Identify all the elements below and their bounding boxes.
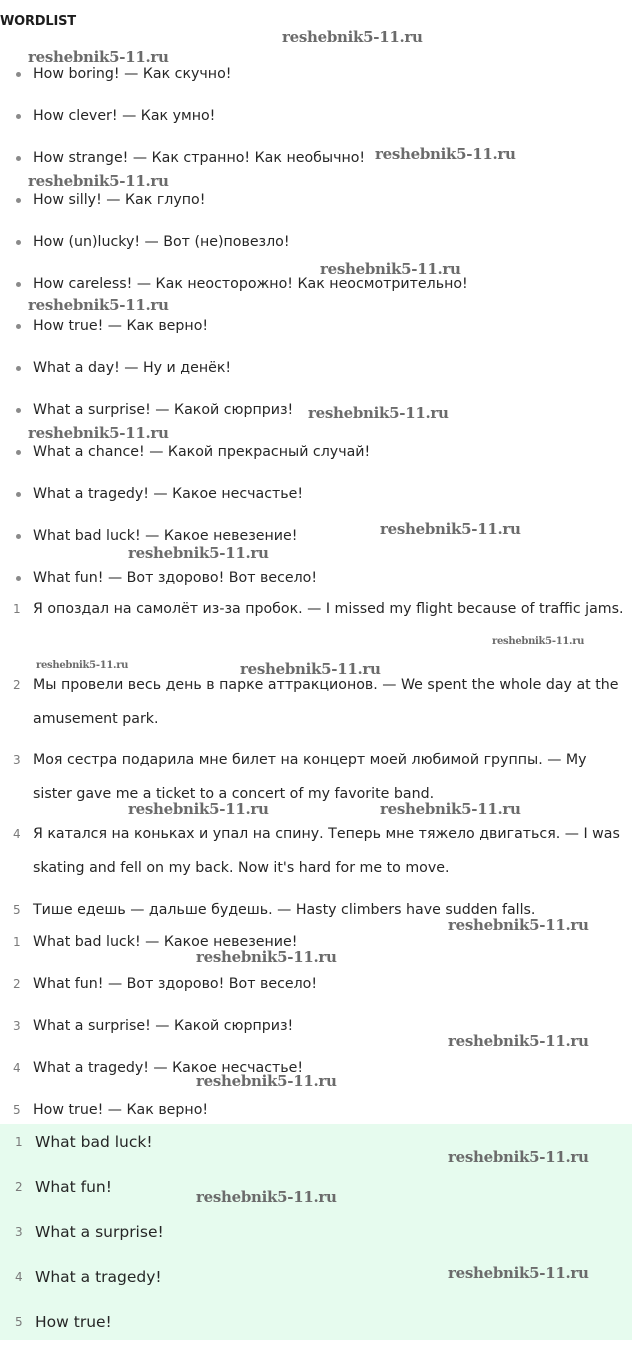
match-text: What fun! — Вот здорово! Вот весело! bbox=[33, 976, 318, 992]
wordlist-item: What a day! — Ну и денёк! bbox=[33, 360, 232, 376]
watermark: reshebnik5-11.ru bbox=[28, 296, 169, 314]
wordlist-item: How clever! — Как умно! bbox=[33, 108, 216, 124]
watermark: reshebnik5-11.ru bbox=[448, 1032, 589, 1050]
match-text: What a tragedy! — Какое несчастье! bbox=[33, 1060, 304, 1076]
answer-text: What a surprise! bbox=[35, 1223, 164, 1241]
bullet-icon bbox=[16, 408, 21, 413]
sentence-number: 2 bbox=[13, 678, 21, 692]
watermark: reshebnik5-11.ru bbox=[36, 660, 129, 671]
answer-text: What bad luck! bbox=[35, 1133, 153, 1151]
bullet-icon bbox=[16, 72, 21, 77]
wordlist-item: What fun! — Вот здорово! Вот весело! bbox=[33, 570, 318, 586]
match-text: What a surprise! — Какой сюрприз! bbox=[33, 1018, 294, 1034]
wordlist-item: What a tragedy! — Какое несчастье! bbox=[33, 486, 304, 502]
watermark: reshebnik5-11.ru bbox=[380, 520, 521, 538]
watermark: reshebnik5-11.ru bbox=[492, 636, 585, 647]
bullet-icon bbox=[16, 492, 21, 497]
watermark: reshebnik5-11.ru bbox=[448, 916, 589, 934]
watermark: reshebnik5-11.ru bbox=[448, 1148, 589, 1166]
bullet-icon bbox=[16, 198, 21, 203]
wordlist-item: How (un)lucky! — Вот (не)повезло! bbox=[33, 234, 290, 250]
wordlist-title: WORDLIST bbox=[0, 14, 76, 29]
answer-text: What fun! bbox=[35, 1178, 112, 1196]
bullet-icon bbox=[16, 534, 21, 539]
wordlist-item: How careless! — Как неосторожно! Как неосмотрительно! bbox=[33, 276, 468, 292]
watermark: reshebnik5-11.ru bbox=[308, 404, 449, 422]
match-number: 2 bbox=[13, 977, 21, 991]
sentence-number: 1 bbox=[13, 602, 21, 616]
sentence-text: Я катался на коньках и упал на спину. Теперь мне тяжело двигаться. — I was skating and fell on my back. Now it's hard for me to move. bbox=[33, 826, 620, 876]
wordlist-item: How true! — Как верно! bbox=[33, 318, 209, 334]
sentence-text: Тише едешь — дальше будешь. — Hasty climbers have sudden falls. bbox=[33, 902, 536, 918]
match-number: 3 bbox=[13, 1019, 21, 1033]
sentence-number: 5 bbox=[13, 903, 21, 917]
sentence-number: 4 bbox=[13, 827, 21, 841]
answer-number: 3 bbox=[15, 1225, 23, 1239]
watermark: reshebnik5-11.ru bbox=[196, 948, 337, 966]
answer-number: 1 bbox=[15, 1135, 23, 1149]
sentence-text: Я опоздал на самолёт из-за пробок. — I missed my flight because of traffic jams. bbox=[33, 601, 624, 617]
watermark: reshebnik5-11.ru bbox=[282, 28, 423, 46]
watermark: reshebnik5-11.ru bbox=[448, 1264, 589, 1282]
watermark: reshebnik5-11.ru bbox=[28, 48, 169, 66]
wordlist-item: What bad luck! — Какое невезение! bbox=[33, 528, 298, 544]
watermark: reshebnik5-11.ru bbox=[196, 1188, 337, 1206]
watermark: reshebnik5-11.ru bbox=[28, 172, 169, 190]
wordlist-item: What a surprise! — Какой сюрприз! bbox=[33, 402, 294, 418]
match-text: How true! — Как верно! bbox=[33, 1102, 209, 1118]
bullet-icon bbox=[16, 366, 21, 371]
match-number: 1 bbox=[13, 935, 21, 949]
answer-text: How true! bbox=[35, 1313, 112, 1331]
wordlist-item: How silly! — Как глупо! bbox=[33, 192, 206, 208]
answer-text: What a tragedy! bbox=[35, 1268, 162, 1286]
watermark: reshebnik5-11.ru bbox=[196, 1072, 337, 1090]
wordlist-item: How strange! — Как странно! Как необычно! bbox=[33, 150, 366, 166]
watermark: reshebnik5-11.ru bbox=[375, 145, 516, 163]
watermark: reshebnik5-11.ru bbox=[320, 260, 461, 278]
watermark: reshebnik5-11.ru bbox=[380, 800, 521, 818]
bullet-icon bbox=[16, 240, 21, 245]
answer-number: 2 bbox=[15, 1180, 23, 1194]
sentence-number: 3 bbox=[13, 753, 21, 767]
wordlist-item: How boring! — Как скучно! bbox=[33, 66, 232, 82]
bullet-icon bbox=[16, 324, 21, 329]
sentence-text: Моя сестра подарила мне билет на концерт моей любимой группы. — My sister gave me a ticket to a concert of my favorite band. bbox=[33, 752, 587, 802]
bullet-icon bbox=[16, 576, 21, 581]
match-text: What bad luck! — Какое невезение! bbox=[33, 934, 298, 950]
answer-number: 5 bbox=[15, 1315, 23, 1329]
bullet-icon bbox=[16, 450, 21, 455]
answer-number: 4 bbox=[15, 1270, 23, 1284]
bullet-icon bbox=[16, 114, 21, 119]
bullet-icon bbox=[16, 282, 21, 287]
match-number: 5 bbox=[13, 1103, 21, 1117]
match-number: 4 bbox=[13, 1061, 21, 1075]
bullet-icon bbox=[16, 156, 21, 161]
wordlist-item: What a chance! — Какой прекрасный случай! bbox=[33, 444, 371, 460]
watermark: reshebnik5-11.ru bbox=[28, 424, 169, 442]
watermark: reshebnik5-11.ru bbox=[128, 544, 269, 562]
watermark: reshebnik5-11.ru bbox=[240, 660, 381, 678]
watermark: reshebnik5-11.ru bbox=[128, 800, 269, 818]
sentence-text: Мы провели весь день в парке аттракционов. — We spent the whole day at the amusement park. bbox=[33, 677, 619, 727]
